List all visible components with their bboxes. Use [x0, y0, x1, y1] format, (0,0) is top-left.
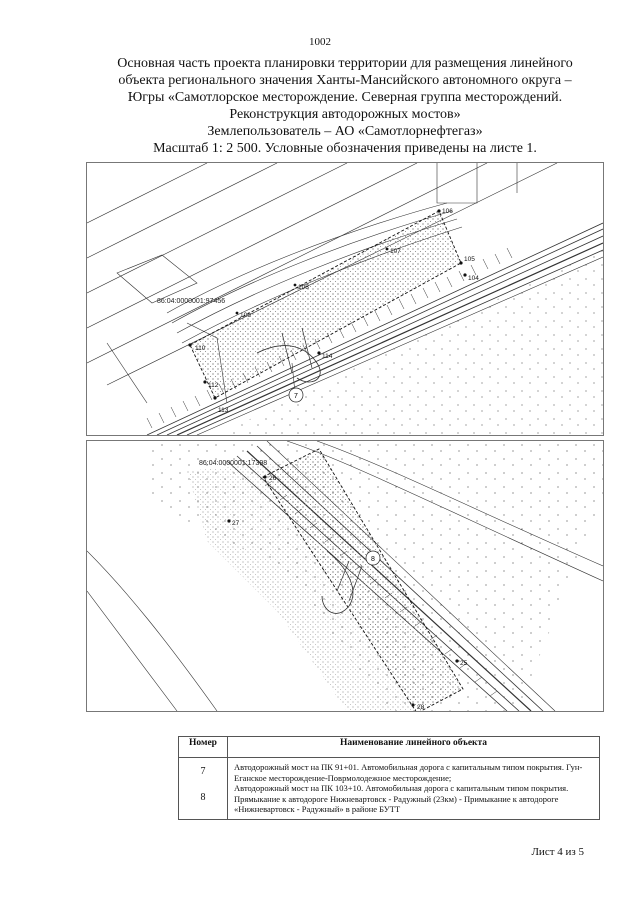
- title-line-2: объекта регионального значения Ханты-Мансийского автономного округа –: [118, 73, 572, 88]
- point-label-113: 113: [218, 407, 229, 414]
- document-title: [100, 55, 590, 157]
- legend-row-numbers: [179, 758, 228, 820]
- map-2-drawing: [87, 441, 603, 711]
- title-line-4: Реконструкция автодорожных мостов»: [229, 107, 461, 122]
- map-2-cadastral-label: 86:04:0000001:17398: [199, 460, 268, 467]
- legend-row: [179, 758, 600, 820]
- map-1-drawing: [87, 163, 603, 435]
- page-number: 1002: [309, 36, 331, 48]
- map-2-object-marker: 8: [371, 556, 375, 563]
- point-label-104: 104: [468, 275, 479, 282]
- title-line-5: Землепользователь – АО «Самотлорнефтегаз»: [207, 124, 483, 139]
- point-label-112: 112: [208, 382, 219, 389]
- legend-row-names: [228, 758, 600, 820]
- point-label-105: 105: [464, 256, 475, 263]
- map-1-object-marker: 7: [294, 393, 298, 400]
- point-label-25: 25: [460, 660, 468, 667]
- title-line-1: Основная часть проекта планировки территории для размещения линейного: [117, 56, 573, 71]
- point-label-110: 110: [195, 345, 206, 352]
- title-line-6: Масштаб 1: 2 500. Условные обозначения приведены на листе 1.: [153, 141, 537, 156]
- legend-name-7: Автодорожный мост на ПК 91+01. Автомобильная дорога с капитальным типом покрытия. Гун-Еганское месторождение-Поврмолодежное месторождение;: [234, 762, 583, 783]
- point-label-114: 114: [322, 353, 333, 360]
- point-label-27: 27: [232, 520, 240, 527]
- point-label-26: 26: [269, 475, 277, 482]
- legend-table: [178, 736, 600, 820]
- sheet-footer: Лист 4 из 5: [531, 846, 584, 858]
- legend-number-8: 8: [200, 792, 206, 803]
- point-label-107: 107: [390, 248, 401, 255]
- map-fragment-2: [86, 440, 604, 712]
- point-label-106: 106: [442, 208, 453, 215]
- map-1-cadastral-label: 86:04:0000001:97456: [157, 298, 226, 305]
- legend-name-8: Автодорожный мост на ПК 103+10. Автомобильная дорога с капитальным типом покрытия. Прямыкание к автодороге Нижневартовск - Радужный (23км) - Примыкание к автодороге «Нижневартовск - Радужный» в районе БУТТ: [234, 783, 569, 814]
- point-label-109: 109: [240, 312, 251, 319]
- map-sheet: [86, 162, 602, 712]
- legend-number-7: 7: [200, 766, 206, 777]
- title-line-3: Югры «Самотлорское месторождение. Северная группа месторождений.: [127, 90, 563, 105]
- legend-header-row: [179, 737, 600, 758]
- legend-header-number: Номер: [179, 737, 228, 758]
- point-label-108: 108: [298, 284, 309, 291]
- point-label-28: 28: [417, 704, 425, 711]
- map-fragment-1: [86, 162, 604, 436]
- legend-header-name: Наименование линейного объекта: [228, 737, 600, 758]
